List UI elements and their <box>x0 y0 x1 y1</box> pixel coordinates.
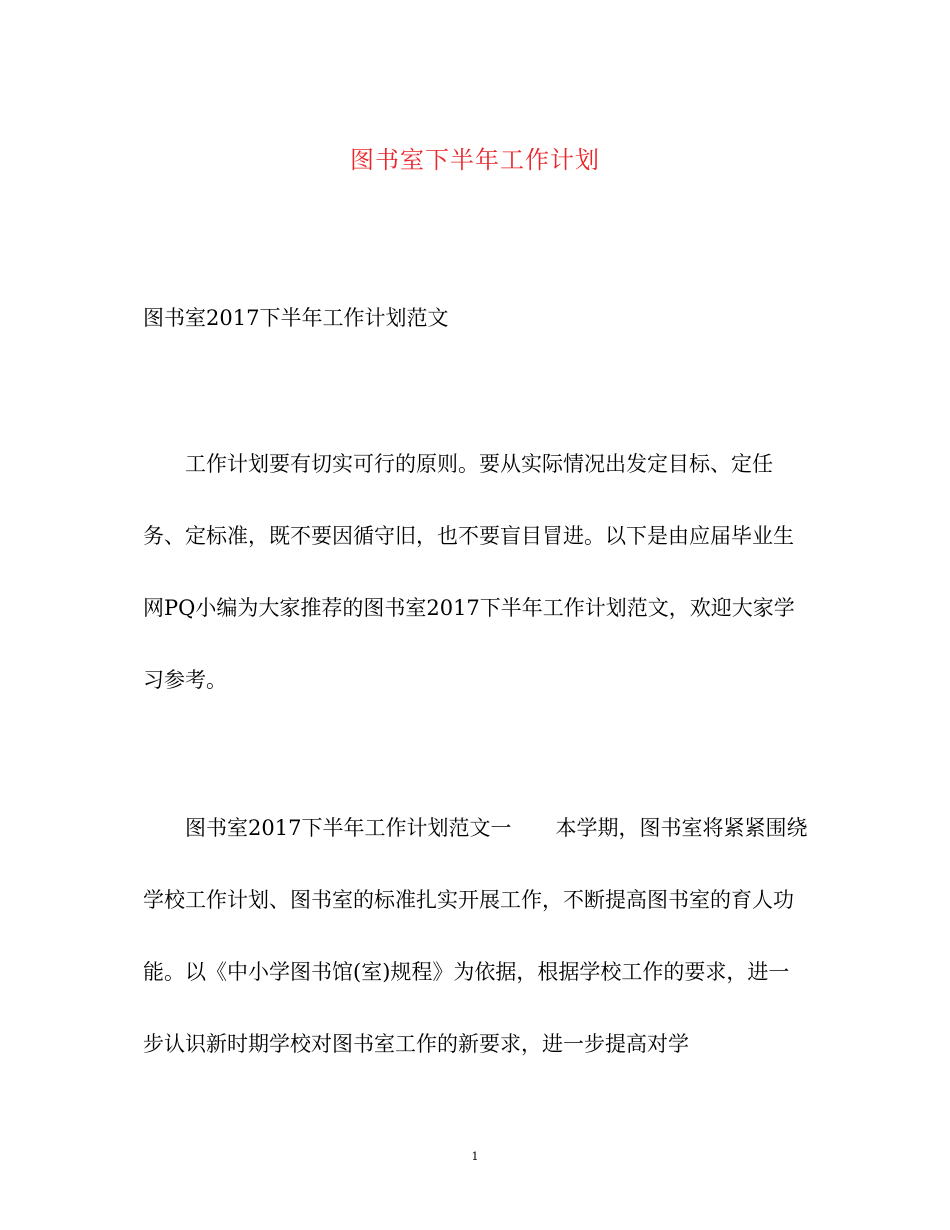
section-heading: 图书室2017下半年工作计划范文一 <box>185 816 512 840</box>
document-subtitle: 图书室2017下半年工作计划范文 <box>143 306 449 330</box>
document-title: 图书室下半年工作计划 <box>350 146 600 174</box>
page-number: 1 <box>471 1150 479 1163</box>
section-paragraph <box>143 792 809 1080</box>
section-body: 本学期，图书室将紧紧围绕学校工作计划、图书室的标准扎实开展工作，不断提高图书室的育人功能。以《中小学图书馆(室)规程》为依据，根据学校工作的要求，进一步认识新时期学校对图书室工作的新要求，进一步提高对学 <box>143 816 808 1056</box>
intro-paragraph: 工作计划要有切实可行的原则。要从实际情况出发定目标、定任务、定标准，既不要因循守旧，也不要盲目冒进。以下是由应届毕业生网PQ小编为大家推荐的图书室2017下半年工作计划范文，欢迎大家学习参考。 <box>143 452 795 692</box>
